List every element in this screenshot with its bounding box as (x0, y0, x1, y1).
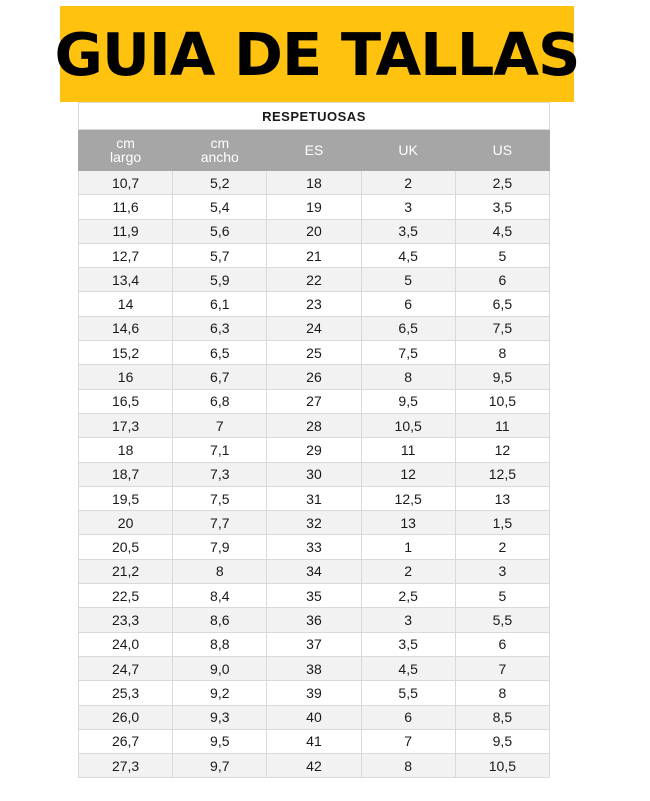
table-caption-row (79, 103, 550, 130)
uk-size-cell: 5 (361, 268, 455, 292)
table-row (79, 365, 550, 389)
es-size-cell: 27 (267, 389, 361, 413)
us-size-cell: 8 (455, 341, 549, 365)
us-size-cell: 9,5 (455, 729, 549, 753)
table-row (79, 292, 550, 316)
table-body (79, 171, 550, 778)
cm-ancho-cell: 6,1 (173, 292, 267, 316)
table-header-row (79, 130, 550, 171)
es-size-cell: 40 (267, 705, 361, 729)
table-row (79, 171, 550, 195)
uk-size-cell: 6,5 (361, 316, 455, 340)
us-size-cell: 6,5 (455, 292, 549, 316)
table-caption: RESPETUOSAS (79, 103, 550, 130)
table-row (79, 219, 550, 243)
table-row (79, 754, 550, 778)
cm-ancho-cell: 6,5 (173, 341, 267, 365)
uk-size-cell: 5,5 (361, 681, 455, 705)
uk-size-cell: 3,5 (361, 632, 455, 656)
uk-size-cell: 4,5 (361, 243, 455, 267)
us-size-cell: 4,5 (455, 219, 549, 243)
cm-ancho-cell: 9,5 (173, 729, 267, 753)
cm-largo-cell: 14 (79, 292, 173, 316)
es-size-cell: 32 (267, 511, 361, 535)
title-banner (54, 6, 580, 102)
cm-largo-cell: 18 (79, 438, 173, 462)
uk-size-cell: 7,5 (361, 341, 455, 365)
es-size-cell: 22 (267, 268, 361, 292)
cm-largo-cell: 19,5 (79, 486, 173, 510)
size-guide-table (78, 102, 550, 778)
es-size-cell: 42 (267, 754, 361, 778)
column-header-us (455, 130, 549, 171)
cm-ancho-cell: 9,2 (173, 681, 267, 705)
us-size-cell: 7,5 (455, 316, 549, 340)
cm-largo-cell: 10,7 (79, 171, 173, 195)
table-row (79, 608, 550, 632)
us-size-cell: 7 (455, 656, 549, 680)
cm-ancho-cell: 5,4 (173, 195, 267, 219)
column-header-es (267, 130, 361, 171)
cm-largo-cell: 25,3 (79, 681, 173, 705)
es-size-cell: 21 (267, 243, 361, 267)
cm-ancho-cell: 7,3 (173, 462, 267, 486)
es-size-cell: 18 (267, 171, 361, 195)
cm-largo-cell: 20 (79, 511, 173, 535)
cm-ancho-cell: 9,7 (173, 754, 267, 778)
us-size-cell: 11 (455, 413, 549, 437)
page-title: GUIA DE TALLAS (54, 19, 580, 89)
column-header-cm-ancho (173, 130, 267, 171)
uk-size-cell: 1 (361, 535, 455, 559)
cm-largo-cell: 26,0 (79, 705, 173, 729)
us-size-cell: 10,5 (455, 754, 549, 778)
table-row (79, 511, 550, 535)
column-header-line: ES (304, 142, 324, 158)
uk-size-cell: 6 (361, 705, 455, 729)
us-size-cell: 1,5 (455, 511, 549, 535)
es-size-cell: 30 (267, 462, 361, 486)
es-size-cell: 38 (267, 656, 361, 680)
table-row (79, 729, 550, 753)
uk-size-cell: 12,5 (361, 486, 455, 510)
cm-largo-cell: 11,9 (79, 219, 173, 243)
es-size-cell: 36 (267, 608, 361, 632)
table-row (79, 389, 550, 413)
us-size-cell: 10,5 (455, 389, 549, 413)
cm-largo-cell: 22,5 (79, 584, 173, 608)
cm-largo-cell: 17,3 (79, 413, 173, 437)
cm-ancho-cell: 8,6 (173, 608, 267, 632)
table-row (79, 438, 550, 462)
cm-largo-cell: 18,7 (79, 462, 173, 486)
es-size-cell: 33 (267, 535, 361, 559)
table-row (79, 559, 550, 583)
uk-size-cell: 10,5 (361, 413, 455, 437)
cm-ancho-cell: 5,9 (173, 268, 267, 292)
cm-ancho-cell: 9,0 (173, 656, 267, 680)
uk-size-cell: 3 (361, 608, 455, 632)
us-size-cell: 8 (455, 681, 549, 705)
es-size-cell: 39 (267, 681, 361, 705)
cm-ancho-cell: 9,3 (173, 705, 267, 729)
es-size-cell: 19 (267, 195, 361, 219)
column-header-line: ancho (200, 149, 239, 165)
cm-largo-cell: 23,3 (79, 608, 173, 632)
us-size-cell: 12,5 (455, 462, 549, 486)
cm-largo-cell: 27,3 (79, 754, 173, 778)
cm-largo-cell: 21,2 (79, 559, 173, 583)
uk-size-cell: 9,5 (361, 389, 455, 413)
us-size-cell: 13 (455, 486, 549, 510)
us-size-cell: 3 (455, 559, 549, 583)
es-size-cell: 26 (267, 365, 361, 389)
cm-ancho-cell: 8,4 (173, 584, 267, 608)
us-size-cell: 8,5 (455, 705, 549, 729)
es-size-cell: 23 (267, 292, 361, 316)
cm-largo-cell: 16 (79, 365, 173, 389)
us-size-cell: 2 (455, 535, 549, 559)
cm-largo-cell: 24,0 (79, 632, 173, 656)
table-row (79, 535, 550, 559)
us-size-cell: 3,5 (455, 195, 549, 219)
cm-ancho-cell: 7,5 (173, 486, 267, 510)
uk-size-cell: 8 (361, 365, 455, 389)
cm-largo-cell: 11,6 (79, 195, 173, 219)
es-size-cell: 29 (267, 438, 361, 462)
cm-ancho-cell: 7,1 (173, 438, 267, 462)
cm-largo-cell: 20,5 (79, 535, 173, 559)
cm-ancho-cell: 6,8 (173, 389, 267, 413)
cm-largo-cell: 16,5 (79, 389, 173, 413)
cm-largo-cell: 24,7 (79, 656, 173, 680)
cm-ancho-cell: 5,7 (173, 243, 267, 267)
table-row (79, 705, 550, 729)
es-size-cell: 31 (267, 486, 361, 510)
cm-largo-cell: 12,7 (79, 243, 173, 267)
uk-size-cell: 7 (361, 729, 455, 753)
uk-size-cell: 4,5 (361, 656, 455, 680)
es-size-cell: 34 (267, 559, 361, 583)
table-row (79, 243, 550, 267)
cm-largo-cell: 15,2 (79, 341, 173, 365)
uk-size-cell: 13 (361, 511, 455, 535)
uk-size-cell: 8 (361, 754, 455, 778)
us-size-cell: 2,5 (455, 171, 549, 195)
cm-ancho-cell: 7,7 (173, 511, 267, 535)
cm-ancho-cell: 6,7 (173, 365, 267, 389)
column-header-line: cm (116, 135, 135, 151)
table-row (79, 681, 550, 705)
cm-ancho-cell: 7,9 (173, 535, 267, 559)
es-size-cell: 28 (267, 413, 361, 437)
uk-size-cell: 6 (361, 292, 455, 316)
us-size-cell: 6 (455, 632, 549, 656)
column-header-line: UK (398, 142, 418, 158)
uk-size-cell: 2 (361, 559, 455, 583)
es-size-cell: 20 (267, 219, 361, 243)
es-size-cell: 41 (267, 729, 361, 753)
es-size-cell: 25 (267, 341, 361, 365)
uk-size-cell: 2,5 (361, 584, 455, 608)
us-size-cell: 5 (455, 243, 549, 267)
table-row (79, 656, 550, 680)
uk-size-cell: 11 (361, 438, 455, 462)
cm-largo-cell: 14,6 (79, 316, 173, 340)
cm-ancho-cell: 6,3 (173, 316, 267, 340)
us-size-cell: 5 (455, 584, 549, 608)
table-row (79, 486, 550, 510)
us-size-cell: 6 (455, 268, 549, 292)
column-header-line: largo (110, 149, 142, 165)
us-size-cell: 9,5 (455, 365, 549, 389)
column-header-uk (361, 130, 455, 171)
cm-largo-cell: 13,4 (79, 268, 173, 292)
cm-ancho-cell: 8,8 (173, 632, 267, 656)
table-row (79, 341, 550, 365)
uk-size-cell: 12 (361, 462, 455, 486)
cm-largo-cell: 26,7 (79, 729, 173, 753)
es-size-cell: 35 (267, 584, 361, 608)
es-size-cell: 37 (267, 632, 361, 656)
table-row (79, 413, 550, 437)
table-row (79, 462, 550, 486)
cm-ancho-cell: 5,6 (173, 219, 267, 243)
es-size-cell: 24 (267, 316, 361, 340)
cm-ancho-cell: 5,2 (173, 171, 267, 195)
uk-size-cell: 3,5 (361, 219, 455, 243)
column-header-line: cm (210, 135, 230, 151)
table-row (79, 268, 550, 292)
cm-ancho-cell: 7 (173, 413, 267, 437)
us-size-cell: 5,5 (455, 608, 549, 632)
cm-ancho-cell: 8 (173, 559, 267, 583)
column-header-cm-largo (79, 130, 173, 171)
us-size-cell: 12 (455, 438, 549, 462)
table-row (79, 632, 550, 656)
uk-size-cell: 3 (361, 195, 455, 219)
column-header-line: US (492, 142, 513, 158)
table-row (79, 316, 550, 340)
table-row (79, 195, 550, 219)
table-row (79, 584, 550, 608)
uk-size-cell: 2 (361, 171, 455, 195)
